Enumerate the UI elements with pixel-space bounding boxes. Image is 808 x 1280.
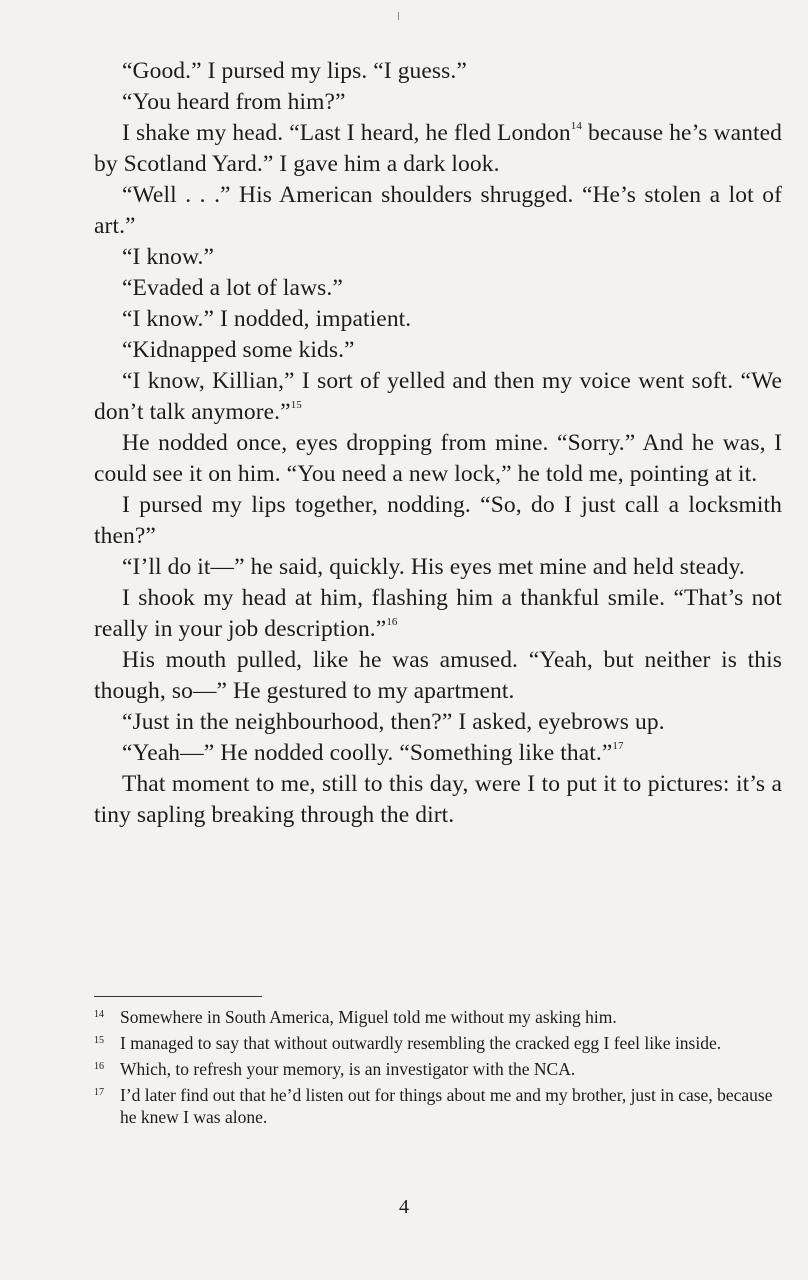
footnotes	[94, 1006, 782, 1132]
paragraph: “I’ll do it—” he said, quickly. His eyes met mine and held steady.	[122, 554, 745, 580]
footnote	[94, 1032, 782, 1054]
footnote-text: I’d later find out that he’d listen out for things about me and my brother, just in case, because he knew I was alone.	[120, 1085, 773, 1127]
paragraph: I shook my head at him, flashing him a thankful smile. “That’s not really in your job description.”$^{16}$	[94, 585, 782, 642]
paragraph: “Well . . .” His American shoulders shrugged. “He’s stolen a lot of art.”	[94, 182, 782, 239]
paragraph: “Just in the neighbourhood, then?” I asked, eyebrows up.	[122, 709, 665, 735]
footnote-number: 17	[94, 1087, 104, 1098]
paragraph: “Evaded a lot of laws.”	[122, 275, 343, 301]
footnote-text: I managed to say that without outwardly resembling the cracked egg I feel like inside.	[120, 1033, 722, 1053]
paragraph: “You heard from him?”	[122, 89, 346, 115]
footnote-number: 14	[94, 1009, 104, 1020]
paragraph: “Good.” I pursed my lips. “I guess.”	[122, 58, 467, 84]
paragraph: That moment to me, still to this day, were I to put it to pictures: it’s a tiny sapling breaking through the dirt.	[94, 771, 782, 828]
paragraph: “Kidnapped some kids.”	[122, 337, 355, 363]
footnote-divider	[94, 996, 262, 997]
paragraph: “Yeah—” He nodded coolly. “Something like that.”$^{17}$	[122, 740, 624, 766]
footnote-number: 15	[94, 1035, 104, 1046]
paragraph: “I know.”	[122, 244, 215, 270]
footnote-ref: 16	[386, 616, 398, 629]
paragraph: I pursed my lips together, nodding. “So, do I just call a locksmith then?”	[94, 492, 782, 549]
footnote-text: Which, to refresh your memory, is an investigator with the NCA.	[120, 1059, 576, 1079]
top-mark	[398, 12, 399, 20]
paragraph: “I know.” I nodded, impatient.	[122, 306, 412, 332]
page-number: 4	[399, 1196, 409, 1218]
footnote	[94, 1006, 782, 1028]
paragraph: He nodded once, eyes dropping from mine. “Sorry.” And he was, I could see it on him. “You need a new lock,” he told me, pointing at it.	[94, 430, 782, 487]
paragraph: “I know, Killian,” I sort of yelled and then my voice went soft. “We don’t talk anymore.”$^{15}$	[94, 368, 782, 425]
paragraph: I shake my head. “Last I heard, he fled London$^{14}$ because he’s wanted by Scotland Yard.” I gave him a dark look.	[94, 120, 782, 177]
footnote-ref: 14	[570, 120, 582, 133]
footnote	[94, 1058, 782, 1080]
body-text	[94, 56, 782, 831]
footnote-ref: 17	[612, 740, 624, 753]
footnote-text: Somewhere in South America, Miguel told me without my asking him.	[120, 1007, 617, 1027]
paragraph: His mouth pulled, like he was amused. “Yeah, but neither is this though, so—” He gestured to my apartment.	[94, 647, 782, 704]
footnote-ref: 15	[290, 399, 302, 412]
footnote	[94, 1084, 782, 1128]
footnote-number: 16	[94, 1061, 104, 1072]
